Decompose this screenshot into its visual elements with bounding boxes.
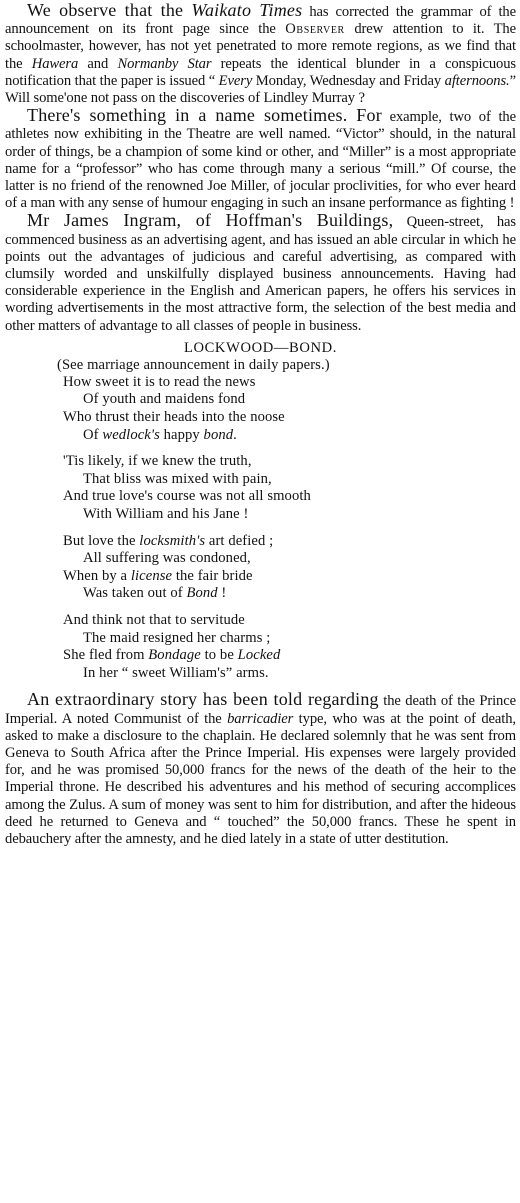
- poem-text: Was taken out of: [83, 585, 187, 602]
- paragraph-text: example, two of the athletes now exhibiting in the Theatre are well named. “Victor” should, in the natural order of things, be a champion of some kind or other, and “Miller” is a most appropriate name for a “professor” who has come through many a serious “mill.” Of course, the latter is no friend of the renowned Joe Miller, of jocular proclivities, for who ever heard of a man with any sense of humour engaging in such an insane performance as fighting !: [5, 109, 516, 212]
- paragraph-text: repeats the identical blunder in a conspicuous notification that the paper is issued “: [5, 55, 517, 89]
- poem-text: Of: [83, 426, 103, 443]
- paragraph-lead: Mr James Ingram, of Hoffman's Buildings,: [27, 210, 394, 231]
- poem-text: .: [233, 426, 237, 443]
- paragraph-text: the death of the Prince Imperial. A noted Communist of the: [5, 693, 517, 727]
- poem-text: She fled from: [63, 647, 149, 664]
- poem-stanza-3: [63, 533, 516, 603]
- poem-text: the fair bride: [172, 567, 253, 584]
- poem-line: Of youth and maidens fond: [83, 391, 246, 408]
- poem-stanza-2: [63, 453, 516, 523]
- paragraph-text: and: [78, 55, 118, 72]
- poem-line: [63, 427, 516, 445]
- poem-line: Who thrust their heads into the noose: [63, 409, 285, 426]
- poem-text: !: [217, 585, 227, 602]
- poem-line: All suffering was condoned,: [83, 550, 251, 567]
- poem-line: 'Tis likely, if we knew the truth,: [63, 453, 252, 470]
- poem-line: The maid resigned her charms ;: [83, 629, 271, 646]
- newspaper-name-hawera: Hawera: [31, 55, 79, 72]
- poem-line: [63, 647, 516, 665]
- paragraph-lead: An extraordinary story has been told regarding: [27, 689, 379, 710]
- poem-text: art defied ;: [205, 532, 274, 549]
- poem-lockwood-bond: [5, 339, 516, 683]
- paragraph-text: ” Will some'one not pass on the discoveries of Lindley Murray ?: [5, 72, 516, 107]
- paragraph-text: Queen-street, has commenced business as an advertising agent, and has issued an able circular in which he points out the advantages of judicious and careful advertising, as compared with clumsily worded and unskilfully displayed business announcements. Having had considerable experience in the English and American papers, he offers his services in wording advertisements in the most attractive form, the selection of the best media and other matters of advantage to all classes of people in business.: [5, 214, 516, 334]
- paragraph-lead: There's something in a name sometimes. For: [27, 105, 382, 126]
- poem-line: [63, 585, 516, 603]
- poem-stanza-4: [63, 612, 516, 682]
- poem-emphasis: license: [130, 567, 173, 584]
- poem-text: to be: [200, 647, 238, 664]
- newspaper-name-observer: Observer: [285, 21, 345, 38]
- paragraph-text: has corrected the grammar of the announcement on its front page since the: [5, 4, 516, 38]
- poem-emphasis: bond: [203, 426, 234, 443]
- paragraph-lead: We observe that the: [27, 0, 192, 20]
- paragraph-text: Monday, Wednesday and Friday: [252, 72, 445, 89]
- poem-line: In her “ sweet William's” arms.: [83, 664, 269, 681]
- poem-line: [63, 533, 516, 551]
- paragraph-text: drew attention to it. The schoolmaster, however, has not yet penetrated to more remote regions, as we find that the: [5, 21, 516, 72]
- poem-emphasis: locksmith's: [139, 532, 206, 549]
- poem-line: And think not that to servitude: [63, 611, 245, 628]
- emphasis-every: Every: [218, 72, 253, 89]
- emphasis-barricadier: barricadier: [227, 710, 294, 727]
- poem-text: When by a: [63, 567, 131, 584]
- emphasis-afternoons: afternoons.: [444, 72, 510, 89]
- poem-emphasis: Bond: [186, 585, 218, 602]
- poem-stanza-1: [63, 374, 516, 444]
- paragraph-waikato-times: [5, 2, 516, 107]
- paragraph-prince-imperial: [5, 691, 516, 848]
- poem-emphasis: wedlock's: [102, 426, 160, 443]
- paragraph-james-ingram: [5, 212, 516, 334]
- poem-subtitle: (See marriage announcement in daily papers.): [57, 356, 330, 373]
- poem-line: How sweet it is to read the news: [63, 373, 256, 390]
- poem-title: LOCKWOOD—BOND.: [183, 339, 338, 356]
- newspaper-name-waikato-times: Waikato Times: [191, 0, 303, 20]
- poem-line: And true love's course was not all smooth: [63, 488, 311, 505]
- poem-text: happy: [159, 426, 204, 443]
- poem-line: With William and his Jane !: [83, 506, 249, 523]
- poem-emphasis: Locked: [237, 647, 281, 664]
- poem-line: That bliss was mixed with pain,: [83, 470, 272, 487]
- newspaper-name-normanby-star: Normanby Star: [117, 55, 212, 72]
- paragraph-text: type, who was at the point of death, asked to make a disclosure to the chaplain. He declared solemnly that he was sent from Geneva to South Africa after the Prince Imperial. His expenses were largely provided for, and he was promised 50,000 francs for the news of the death of the heir to the Imperial throne. He described his adventures and his method of securing accomplices among the Zulus. A sum of money was sent to him for distribution, and after the hideous deed he returned to Geneva and “ touched” the 50,000 francs. These he spent in debauchery after the amnesty, and he died lately in a state of utter destitution.: [5, 710, 516, 847]
- poem-emphasis: Bondage: [148, 647, 201, 664]
- paragraph-name-sometimes: [5, 107, 516, 212]
- poem-line: [63, 568, 516, 586]
- poem-text: But love the: [63, 532, 140, 549]
